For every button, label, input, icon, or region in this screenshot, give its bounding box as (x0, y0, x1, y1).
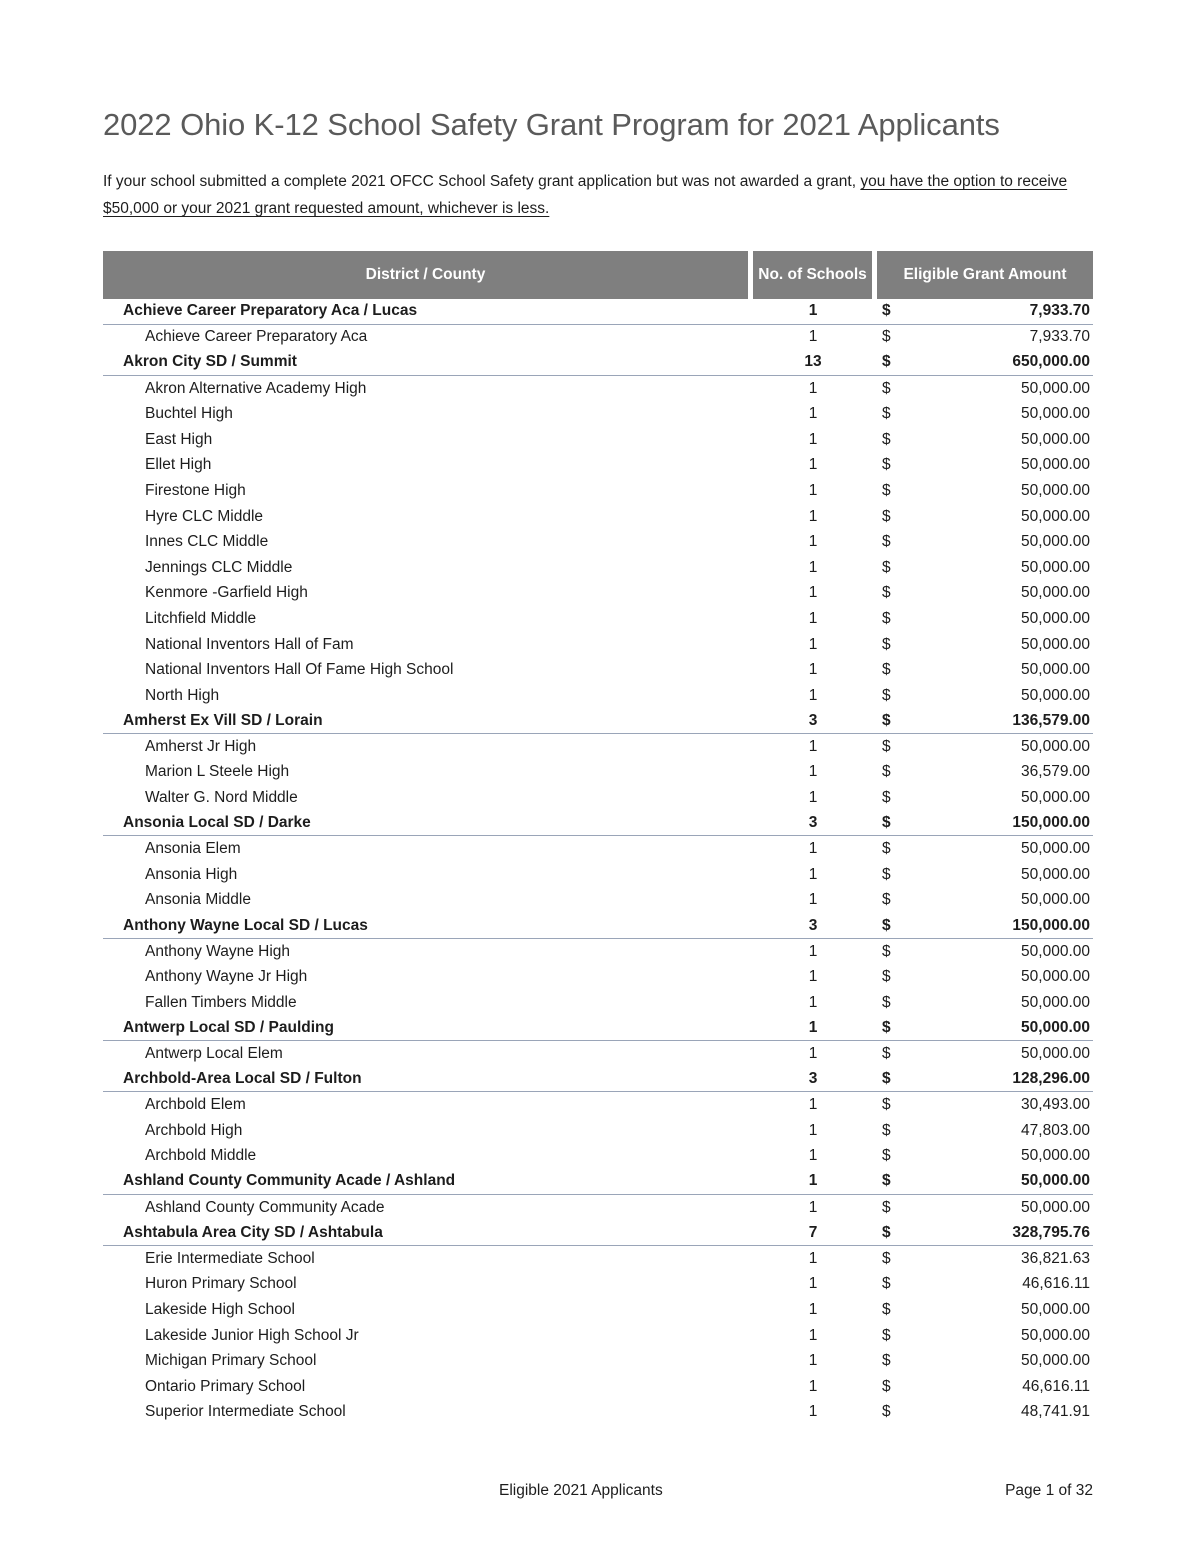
amount-value: 50,000.00 (1021, 993, 1090, 1011)
eligible-grant-amount-cell (873, 1352, 1093, 1370)
currency-symbol: $ (882, 1121, 891, 1139)
currency-symbol: $ (882, 533, 891, 551)
amount-value: 328,795.76 (1012, 1223, 1090, 1241)
school-row (103, 1297, 1093, 1323)
number-of-schools-cell: 1 (808, 302, 818, 320)
school-name: Innes CLC Middle (145, 533, 269, 551)
eligible-grant-amount-cell (873, 328, 1093, 346)
amount-value: 50,000.00 (1021, 533, 1090, 551)
amount-value: 50,000.00 (1021, 891, 1090, 909)
number-of-schools-cell: 1 (808, 379, 818, 397)
eligible-grant-amount-cell (873, 1096, 1093, 1114)
eligible-grant-amount-cell (873, 431, 1093, 449)
eligible-grant-amount-cell (873, 712, 1093, 730)
school-row (103, 939, 1093, 965)
currency-symbol: $ (882, 814, 891, 832)
page-content (103, 0, 1093, 1425)
eligible-grant-amount-cell (873, 994, 1093, 1012)
amount-value: 50,000.00 (1021, 405, 1090, 423)
eligible-grant-amount-cell (873, 1019, 1093, 1037)
amount-value: 50,000.00 (1021, 661, 1090, 679)
amount-value: 7,933.70 (1029, 328, 1090, 346)
eligible-grant-amount-cell (873, 1403, 1093, 1421)
amount-value: 50,000.00 (1021, 686, 1090, 704)
number-of-schools-cell: 1 (808, 789, 818, 807)
school-name: Huron Primary School (145, 1275, 297, 1293)
amount-value: 650,000.00 (1012, 353, 1090, 371)
number-of-schools-cell: 1 (808, 507, 818, 525)
eligible-grant-amount-cell (873, 789, 1093, 807)
school-name: Jennings CLC Middle (145, 558, 293, 576)
amount-value: 50,000.00 (1021, 1198, 1090, 1216)
currency-symbol: $ (882, 865, 891, 883)
school-name: Erie Intermediate School (145, 1249, 315, 1267)
number-of-schools-cell: 1 (808, 686, 818, 704)
district-row (103, 709, 1093, 735)
eligible-grant-amount-cell (873, 661, 1093, 679)
amount-value: 50,000.00 (1021, 1352, 1090, 1370)
eligible-grant-amount-cell (873, 1275, 1093, 1293)
number-of-schools-cell: 1 (808, 1249, 818, 1267)
currency-symbol: $ (882, 1300, 891, 1318)
school-name: Hyre CLC Middle (145, 507, 264, 525)
currency-symbol: $ (882, 1223, 891, 1241)
school-name: Lakeside Junior High School Jr (145, 1326, 359, 1344)
amount-value: 50,000.00 (1021, 968, 1090, 986)
school-row (103, 1092, 1093, 1118)
school-name: Litchfield Middle (145, 609, 257, 627)
amount-value: 30,493.00 (1021, 1096, 1090, 1114)
eligible-grant-amount-cell (873, 1301, 1093, 1319)
school-row (103, 1323, 1093, 1349)
district-row (103, 1169, 1093, 1195)
currency-symbol: $ (882, 430, 891, 448)
currency-symbol: $ (882, 1070, 891, 1088)
amount-value: 50,000.00 (1021, 789, 1090, 807)
amount-value: 50,000.00 (1021, 942, 1090, 960)
amount-value: 50,000.00 (1021, 558, 1090, 576)
eligible-grant-amount-cell (873, 891, 1093, 909)
eligible-grant-amount-cell (873, 1378, 1093, 1396)
school-row (103, 1400, 1093, 1426)
eligible-grant-amount-cell (873, 814, 1093, 832)
eligible-grant-amount-cell (873, 482, 1093, 500)
eligible-grant-amount-cell (873, 456, 1093, 474)
amount-value: 50,000.00 (1021, 840, 1090, 858)
currency-symbol: $ (882, 584, 891, 602)
currency-symbol: $ (882, 456, 891, 474)
number-of-schools-cell: 1 (808, 1121, 818, 1139)
currency-symbol: $ (882, 840, 891, 858)
district-name: Akron City SD / Summit (123, 353, 297, 371)
school-row (103, 376, 1093, 402)
number-of-schools-cell: 1 (808, 1018, 818, 1036)
number-of-schools-cell: 1 (808, 968, 818, 986)
number-of-schools-cell: 1 (808, 1326, 818, 1344)
amount-value: 50,000.00 (1021, 865, 1090, 883)
school-row (103, 1348, 1093, 1374)
table-header-row (103, 251, 1093, 299)
eligible-grant-amount-cell (873, 1327, 1093, 1345)
eligible-grant-amount-cell (873, 943, 1093, 961)
school-row (103, 529, 1093, 555)
amount-value: 50,000.00 (1021, 584, 1090, 602)
currency-symbol: $ (882, 711, 891, 729)
amount-value: 50,000.00 (1021, 456, 1090, 474)
number-of-schools-cell: 1 (808, 584, 818, 602)
number-of-schools-cell: 1 (808, 430, 818, 448)
intro-text-underlined: you have the option to receive $50,000 or your 2021 grant requested amount, whichever is less. (103, 173, 1068, 217)
school-name: Ansonia Middle (145, 891, 251, 909)
district-name: Archbold-Area Local SD / Fulton (123, 1070, 362, 1088)
eligible-grant-amount-cell (873, 302, 1093, 320)
school-row (103, 964, 1093, 990)
school-name: National Inventors Hall Of Fame High School (145, 661, 454, 679)
school-row (103, 453, 1093, 479)
number-of-schools-cell: 1 (808, 1300, 818, 1318)
amount-value: 128,296.00 (1012, 1070, 1090, 1088)
school-row (103, 734, 1093, 760)
number-of-schools-cell: 7 (808, 1223, 818, 1241)
district-name: Ashtabula Area City SD / Ashtabula (123, 1223, 383, 1241)
school-name: Marion L Steele High (145, 763, 290, 781)
amount-value: 150,000.00 (1012, 916, 1090, 934)
school-row (103, 1041, 1093, 1067)
number-of-schools-cell: 1 (808, 942, 818, 960)
number-of-schools-cell: 1 (808, 481, 818, 499)
amount-value: 47,803.00 (1021, 1121, 1090, 1139)
number-of-schools-cell: 1 (808, 635, 818, 653)
currency-symbol: $ (882, 302, 891, 320)
eligible-grant-amount-cell (873, 1070, 1093, 1088)
eligible-grant-amount-cell (873, 508, 1093, 526)
currency-symbol: $ (882, 481, 891, 499)
eligible-grant-amount-cell (873, 917, 1093, 935)
eligible-grant-amount-cell (873, 1045, 1093, 1063)
number-of-schools-cell: 1 (808, 763, 818, 781)
number-of-schools-cell: 1 (808, 737, 818, 755)
grant-table (103, 251, 1093, 1425)
amount-value: 50,000.00 (1021, 737, 1090, 755)
school-name: Achieve Career Preparatory Aca (145, 328, 368, 346)
footer-page-number: Page 1 of 32 (1005, 1482, 1093, 1499)
eligible-grant-amount-cell (873, 1172, 1093, 1190)
school-row (103, 1272, 1093, 1298)
school-name: East High (145, 430, 213, 448)
currency-symbol: $ (882, 1096, 891, 1114)
currency-symbol: $ (882, 328, 891, 346)
currency-symbol: $ (882, 1045, 891, 1063)
amount-value: 48,741.91 (1021, 1403, 1090, 1421)
currency-symbol: $ (882, 379, 891, 397)
amount-value: 7,933.70 (1029, 302, 1090, 320)
amount-value: 150,000.00 (1012, 814, 1090, 832)
school-name: Ellet High (145, 456, 212, 474)
currency-symbol: $ (882, 1172, 891, 1190)
currency-symbol: $ (882, 1249, 891, 1267)
school-name: Amherst Jr High (145, 737, 257, 755)
amount-value: 46,616.11 (1022, 1377, 1090, 1395)
district-name: Ansonia Local SD / Darke (123, 814, 311, 832)
number-of-schools-cell: 1 (808, 891, 818, 909)
number-of-schools-cell: 1 (808, 865, 818, 883)
number-of-schools-cell: 3 (808, 916, 818, 934)
currency-symbol: $ (882, 1147, 891, 1165)
amount-value: 50,000.00 (1021, 1147, 1090, 1165)
eligible-grant-amount-cell (873, 738, 1093, 756)
school-row (103, 632, 1093, 658)
school-row (103, 836, 1093, 862)
school-name: Ashland County Community Acade (145, 1198, 385, 1216)
school-name: Ansonia Elem (145, 840, 241, 858)
amount-value: 136,579.00 (1012, 711, 1090, 729)
school-name: Archbold Middle (145, 1147, 257, 1165)
amount-value: 50,000.00 (1021, 1300, 1090, 1318)
currency-symbol: $ (882, 661, 891, 679)
school-name: Firestone High (145, 481, 246, 499)
currency-symbol: $ (882, 686, 891, 704)
amount-value: 50,000.00 (1021, 507, 1090, 525)
currency-symbol: $ (882, 405, 891, 423)
school-row (103, 1144, 1093, 1170)
school-row (103, 990, 1093, 1016)
currency-symbol: $ (882, 737, 891, 755)
number-of-schools-cell: 1 (808, 661, 818, 679)
school-name: Ontario Primary School (145, 1377, 306, 1395)
school-row (103, 785, 1093, 811)
district-row (103, 1220, 1093, 1246)
school-row (103, 504, 1093, 530)
currency-symbol: $ (882, 916, 891, 934)
currency-symbol: $ (882, 1018, 891, 1036)
amount-value: 36,821.63 (1021, 1249, 1090, 1267)
school-row (103, 862, 1093, 888)
currency-symbol: $ (882, 1275, 891, 1293)
eligible-grant-amount-cell (873, 636, 1093, 654)
school-row (103, 1374, 1093, 1400)
number-of-schools-cell: 1 (808, 1377, 818, 1395)
number-of-schools-cell: 3 (808, 711, 818, 729)
school-row (103, 888, 1093, 914)
number-of-schools-cell: 1 (808, 456, 818, 474)
district-row (103, 1067, 1093, 1093)
number-of-schools-cell: 1 (808, 1172, 818, 1190)
school-row (103, 1195, 1093, 1221)
eligible-grant-amount-cell (873, 353, 1093, 371)
eligible-grant-amount-cell (873, 866, 1093, 884)
eligible-grant-amount-cell (873, 763, 1093, 781)
number-of-schools-cell: 1 (808, 1045, 818, 1063)
amount-value: 50,000.00 (1021, 635, 1090, 653)
district-row (103, 1016, 1093, 1042)
school-name: Fallen Timbers Middle (145, 993, 297, 1011)
number-of-schools-cell: 1 (808, 533, 818, 551)
eligible-grant-amount-cell (873, 610, 1093, 628)
eligible-grant-amount-cell (873, 559, 1093, 577)
amount-value: 50,000.00 (1021, 1326, 1090, 1344)
school-name: Kenmore -Garfield High (145, 584, 308, 602)
district-name: Anthony Wayne Local SD / Lucas (123, 916, 368, 934)
number-of-schools-cell: 1 (808, 1147, 818, 1165)
school-name: Walter G. Nord Middle (145, 789, 298, 807)
school-row (103, 683, 1093, 709)
district-row (103, 913, 1093, 939)
amount-value: 50,000.00 (1021, 609, 1090, 627)
school-row (103, 581, 1093, 607)
currency-symbol: $ (882, 1403, 891, 1421)
currency-symbol: $ (882, 789, 891, 807)
eligible-grant-amount-cell (873, 968, 1093, 986)
school-name: Akron Alternative Academy High (145, 379, 367, 397)
eligible-grant-amount-cell (873, 840, 1093, 858)
number-of-schools-cell: 1 (808, 1096, 818, 1114)
number-of-schools-cell: 1 (808, 1198, 818, 1216)
page-title: 2022 Ohio K-12 School Safety Grant Program for 2021 Applicants (103, 107, 1000, 142)
currency-symbol: $ (882, 558, 891, 576)
school-row (103, 760, 1093, 786)
eligible-grant-amount-cell (873, 405, 1093, 423)
number-of-schools-cell: 1 (808, 1403, 818, 1421)
column-header-number-of-schools: No. of Schools (753, 251, 872, 299)
currency-symbol: $ (882, 993, 891, 1011)
currency-symbol: $ (882, 1198, 891, 1216)
school-row (103, 1246, 1093, 1272)
school-name: Ansonia High (145, 865, 238, 883)
number-of-schools-cell: 13 (804, 353, 822, 371)
school-name: Archbold Elem (145, 1096, 246, 1114)
district-row (103, 299, 1093, 325)
currency-symbol: $ (882, 1377, 891, 1395)
amount-value: 50,000.00 (1021, 379, 1090, 397)
currency-symbol: $ (882, 507, 891, 525)
school-name: Michigan Primary School (145, 1352, 317, 1370)
amount-value: 50,000.00 (1021, 1018, 1090, 1036)
currency-symbol: $ (882, 1352, 891, 1370)
number-of-schools-cell: 1 (808, 405, 818, 423)
amount-value: 46,616.11 (1022, 1275, 1090, 1293)
number-of-schools-cell: 3 (808, 814, 818, 832)
school-row (103, 1118, 1093, 1144)
district-name: Amherst Ex Vill SD / Lorain (123, 711, 323, 729)
number-of-schools-cell: 1 (808, 1275, 818, 1293)
school-name: North High (145, 686, 220, 704)
currency-symbol: $ (882, 942, 891, 960)
column-header-district: District / County (103, 251, 748, 299)
eligible-grant-amount-cell (873, 1122, 1093, 1140)
school-row (103, 478, 1093, 504)
currency-symbol: $ (882, 1326, 891, 1344)
school-name: Buchtel High (145, 405, 233, 423)
intro-text-plain: If your school submitted a complete 2021 OFCC School Safety grant application but was not awarded a grant, (103, 173, 861, 190)
currency-symbol: $ (882, 609, 891, 627)
school-name: Archbold High (145, 1121, 243, 1139)
table-body (103, 299, 1093, 1425)
school-row (103, 657, 1093, 683)
amount-value: 50,000.00 (1021, 1045, 1090, 1063)
school-name: Anthony Wayne Jr High (145, 968, 308, 986)
amount-value: 50,000.00 (1021, 481, 1090, 499)
number-of-schools-cell: 1 (808, 558, 818, 576)
eligible-grant-amount-cell (873, 1250, 1093, 1268)
school-row (103, 427, 1093, 453)
footer-label: Eligible 2021 Applicants (499, 1482, 663, 1499)
number-of-schools-cell: 1 (808, 840, 818, 858)
page-footer (103, 1482, 1093, 1500)
currency-symbol: $ (882, 968, 891, 986)
currency-symbol: $ (882, 353, 891, 371)
intro-paragraph (103, 145, 1088, 222)
currency-symbol: $ (882, 891, 891, 909)
amount-value: 50,000.00 (1021, 1172, 1090, 1190)
school-row (103, 606, 1093, 632)
school-name: Lakeside High School (145, 1300, 295, 1318)
school-row (103, 555, 1093, 581)
eligible-grant-amount-cell (873, 1224, 1093, 1242)
district-name: Achieve Career Preparatory Aca / Lucas (123, 302, 418, 320)
school-name: Superior Intermediate School (145, 1403, 346, 1421)
amount-value: 36,579.00 (1021, 763, 1090, 781)
number-of-schools-cell: 3 (808, 1070, 818, 1088)
district-name: Antwerp Local SD / Paulding (123, 1018, 334, 1036)
eligible-grant-amount-cell (873, 533, 1093, 551)
number-of-schools-cell: 1 (808, 1352, 818, 1370)
eligible-grant-amount-cell (873, 1147, 1093, 1165)
number-of-schools-cell: 1 (808, 328, 818, 346)
currency-symbol: $ (882, 763, 891, 781)
amount-value: 50,000.00 (1021, 430, 1090, 448)
school-row (103, 325, 1093, 351)
school-row (103, 401, 1093, 427)
eligible-grant-amount-cell (873, 380, 1093, 398)
school-name: Anthony Wayne High (145, 942, 291, 960)
district-row (103, 350, 1093, 376)
currency-symbol: $ (882, 635, 891, 653)
number-of-schools-cell: 1 (808, 609, 818, 627)
district-name: Ashland County Community Acade / Ashland (123, 1172, 456, 1190)
eligible-grant-amount-cell (873, 1199, 1093, 1217)
eligible-grant-amount-cell (873, 584, 1093, 602)
column-header-eligible-grant-amount: Eligible Grant Amount (877, 251, 1093, 299)
eligible-grant-amount-cell (873, 687, 1093, 705)
district-row (103, 811, 1093, 837)
school-name: National Inventors Hall of Fam (145, 635, 354, 653)
number-of-schools-cell: 1 (808, 993, 818, 1011)
school-name: Antwerp Local Elem (145, 1045, 283, 1063)
